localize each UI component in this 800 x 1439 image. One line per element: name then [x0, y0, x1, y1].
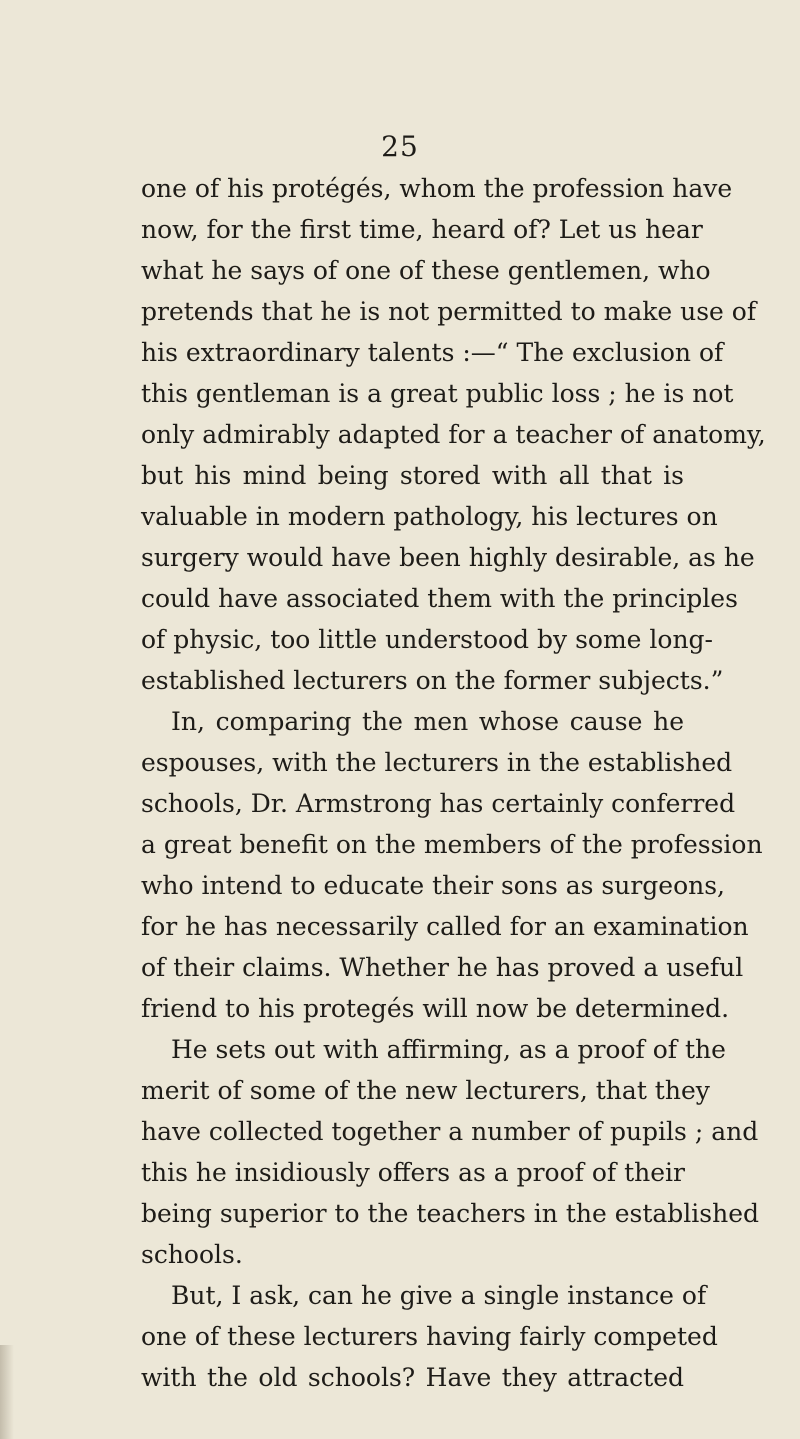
text-line: could have associated them with the principles: [141, 584, 738, 613]
text-line: now, for the first time, heard of? Let us hear: [141, 215, 703, 244]
text-line: of their claims. Whether he has proved a useful: [141, 953, 744, 982]
text-line: He sets out with affirming, as a proof of the: [171, 1035, 726, 1064]
text-line: his extraordinary talents :—“ The exclusion of: [141, 338, 724, 367]
text-line: with the old schools? Have they attracted: [141, 1363, 684, 1392]
page-edge-stain: [0, 1345, 14, 1439]
text-line: In, comparing the men whose cause he: [171, 707, 684, 736]
text-line: established lecturers on the former subjects.”: [141, 666, 724, 695]
text-line: pretends that he is not permitted to make use of: [141, 297, 757, 326]
text-line: a great benefit on the members of the profession: [141, 830, 763, 859]
text-line: valuable in modern pathology, his lectures on: [141, 502, 718, 531]
text-line: this gentleman is a great public loss ; he is not: [141, 379, 734, 408]
text-line: surgery would have been highly desirable, as he: [141, 543, 755, 572]
text-line: being superior to the teachers in the established: [141, 1199, 760, 1228]
text-line: schools.: [141, 1240, 243, 1269]
text-line: schools, Dr. Armstrong has certainly conferred: [141, 789, 736, 818]
text-line: friend to his protegés will now be determined.: [141, 994, 730, 1023]
text-line: this he insidiously offers as a proof of their: [141, 1158, 685, 1187]
text-line: who intend to educate their sons as surgeons,: [141, 871, 726, 900]
text-line: But, I ask, can he give a single instance of: [171, 1281, 707, 1310]
text-line: one of these lecturers having fairly competed: [141, 1322, 718, 1351]
text-line: espouses, with the lecturers in the established: [141, 748, 733, 777]
text-line: merit of some of the new lecturers, that they: [141, 1076, 710, 1105]
text-line: what he says of one of these gentlemen, who: [141, 256, 711, 285]
text-line: but his mind being stored with all that is: [141, 461, 684, 490]
text-line: for he has necessarily called for an examination: [141, 912, 749, 941]
text-line: one of his protégés, whom the profession have: [141, 174, 733, 203]
text-line: only admirably adapted for a teacher of anatomy,: [141, 420, 766, 449]
text-line: have collected together a number of pupils ; and: [141, 1117, 759, 1146]
text-line: of physic, too little understood by some long-: [141, 625, 713, 654]
page-number: 25: [381, 130, 419, 163]
